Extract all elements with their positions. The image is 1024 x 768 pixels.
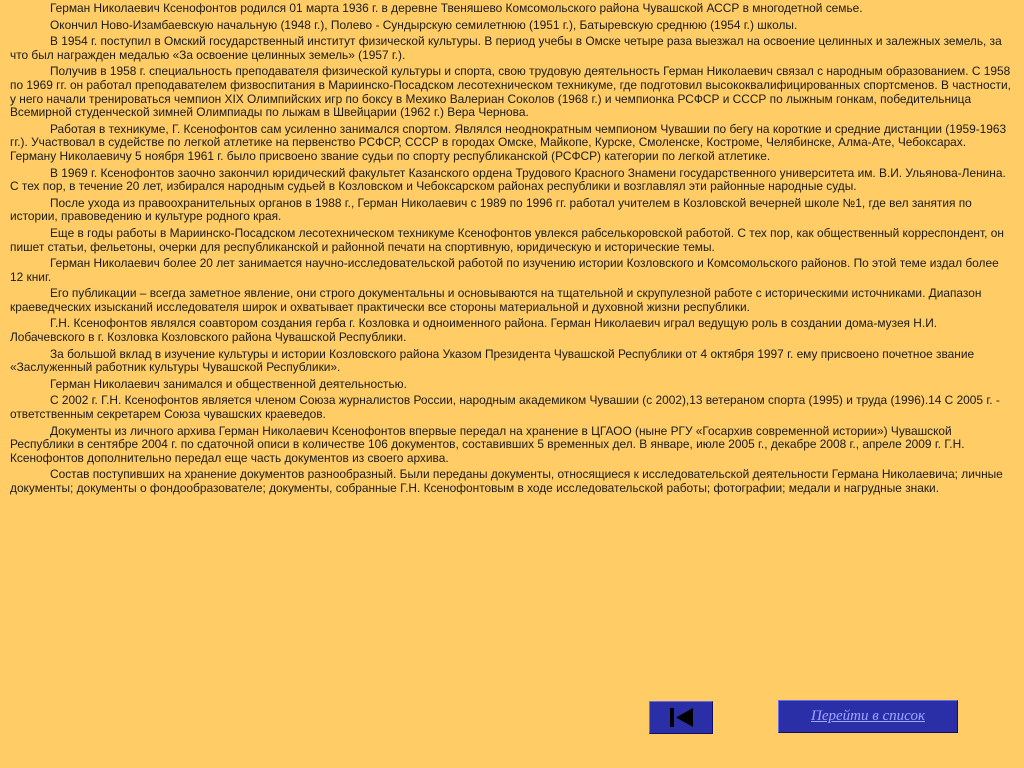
paragraph: Состав поступивших на хранение документов разнообразный. Были переданы документы, относящиеся к исследовательской деятельности Германа Николаевича; личные документы; документы о фондообразователе; документы, собранные Г.Н. Ксенофонтовым в ходе исследовательской работы; фотографии; медали и нагрудные знаки. [10, 467, 1003, 495]
skip-back-icon-bar [670, 708, 674, 727]
go-to-list-button[interactable] [778, 700, 958, 733]
paragraph: Документы из личного архива Герман Николаевич Ксенофонтов впервые передал на хранение в ЦГАОО (ныне РГУ «Госархив современной истории») Чувашской Республики в сентябре 2004 г. по сдаточной описи в количестве 106 документов, составивших 5 временных дел. В январе, июле 2005 г., декабре 2008 г., апреле 2009 г. Г.Н. Ксенофонтов дополнительно передал еще часть документов из своего архива. [10, 423, 965, 465]
paragraph: Герман Николаевич более 20 лет занимается научно-исследовательской работой по изучению истории Козловского и Комсомольского районов. По этой теме издал более 12 книг. [10, 256, 999, 284]
paragraph: В 1969 г. Ксенофонтов заочно закончил юридический факультет Казанского ордена Трудового Красного Знамени государственного университета им. В.И. Ульянова-Ленина. С тех пор, в течение 20 лет, избирался народным судьей в Козловском и Чебоксарском районах республики и возглавлял эти районные народные суды. [10, 165, 1006, 194]
skip-back-icon-triangle [676, 708, 693, 727]
paragraph: Окончил Ново-Изамбаевскую начальную (1948 г.), Полево - Сундырскую семилетнюю (1951 г.), Батыревскую среднюю (1954 г.) школы. [50, 17, 798, 32]
back-to-first-button[interactable] [649, 701, 713, 734]
paragraph: После ухода из правоохранительных органов в 1988 г., Герман Николаевич с 1989 по 1996 гг. работал учителем в Козловской вечерней школе №1, где вел занятия по истории, правоведению и культуре родного края. [10, 195, 972, 224]
paragraph: Герман Николаевич Ксенофонтов родился 01 марта 1936 г. в деревне Твеняшево Комсомольского района Чувашской АССР в многодетной семье. [50, 1, 863, 15]
paragraph: С 2002 г. Г.Н. Ксенофонтов является членом Союза журналистов России, народным академиком Чувашии (с 2002),13 ветераном спорта (1995) и труда (1996).14 С 2005 г. - ответственным секретарем Союза чувашских краеведов. [10, 393, 1000, 422]
paragraph: Работая в техникуме, Г. Ксенофонтов сам усиленно занимался спортом. Являлся неоднократным чемпионом Чувашии по бегу на короткие и средние дистанции (1959-1963 гг.). Участвовал в судействе по легкой атлетике на первенство РСФСР, СССР в городах Омске, Майкопе, Курске, Смоленске, Костроме, Челябинске, Алма-Ате, Чебоксарах. Герману Николаевичу 5 ноября 1961 г. было присвоено звание судьи по спорту республиканской (РСФСР) категории по легкой атлетике. [10, 121, 1007, 163]
go-to-list-label: Перейти в список [811, 708, 925, 724]
paragraph: Его публикации – всегда заметное явление, они строго документальны и основываются на тщательной и скрупулезной работе с историческими источниками. Диапазон краеведческих изысканий исследователя широк и охватывает практически все стороны материальной и духовной жизни республики. [10, 286, 982, 314]
paragraph: Г.Н. Ксенофонтов являлся соавтором создания герба г. Козловка и одноименного района. Герман Николаевич играл ведущую роль в создании дома-музея Н.И. Лобачевского в г. Козловка Козловского района Чувашской Республики. [10, 316, 938, 345]
paragraph: Еще в годы работы в Мариинско-Посадском лесотехническом техникуме Ксенофонтов увлекся рабселькоровской работой. С тех пор, как общественный корреспондент, он пишет статьи, фельетоны, очерки для республиканской и районной печати на спортивную, юридическую и исторические темы. [10, 225, 1004, 254]
paragraph: За большой вклад в изучение культуры и истории Козловского района Указом Президента Чувашской Республики от 4 октября 1997 г. ему присвоено почетное звание «Заслуженный работник культуры Чувашской Республики». [10, 346, 975, 375]
paragraph: В 1954 г. поступил в Омский государственный институт физической культуры. В период учебы в Омске четыре раза выезжал на освоение целинных и залежных земель, за что был награжден медалью «За освоение целинных земель» (1957 г.). [10, 34, 1002, 62]
skip-back-icon [650, 702, 712, 733]
paragraph: Получив в 1958 г. специальность преподавателя физической культуры и спорта, свою трудовую деятельность Герман Николаевич связал с народным образованием. С 1958 по 1969 гг. он работал преподавателем физвоспитания в Мариинско-Посадском лесотехническом техникуме, где подготовил высококвалифицированных спортсменов. В частности, у него начали тренироваться чемпион XIX Олимпийских игр по боксу в Мехико Валериан Соколов (1968 г.) и чемпионка РСФСР и СССР по лыжным гонкам, победительница Всемирной студенческой зимней Олимпиады по лыжам в Швейцарии (1962 г.) Вера Чернова. [10, 64, 1011, 120]
biography-text [10, 2, 1014, 499]
paragraph: Герман Николаевич занимался и общественной деятельностью. [50, 376, 407, 391]
